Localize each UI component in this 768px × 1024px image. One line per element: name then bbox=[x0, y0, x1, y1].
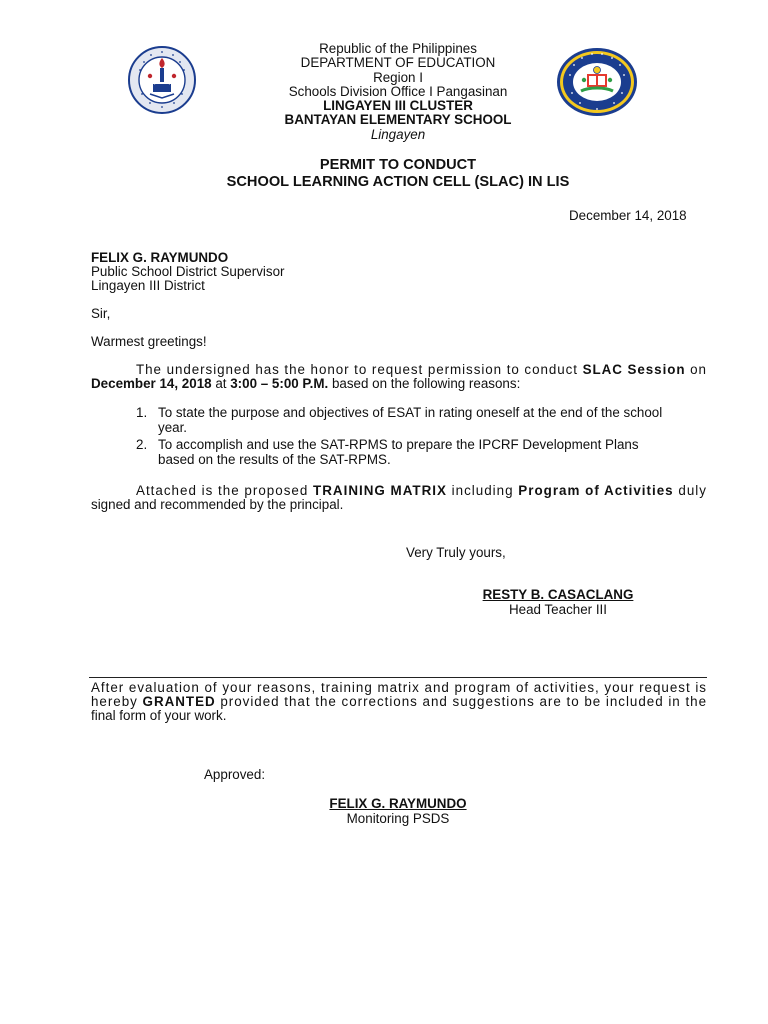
recipient-position: Public School District Supervisor bbox=[91, 264, 285, 279]
p2-text-a: Attached is the proposed bbox=[136, 483, 314, 498]
body-paragraph-1-line-1 bbox=[136, 362, 707, 377]
letterhead-region: Region I bbox=[373, 69, 423, 85]
approval-granted: GRANTED bbox=[142, 694, 216, 709]
p1-date: December 14, 2018 bbox=[91, 376, 212, 391]
letterhead-division: Schools Division Office I Pangasinan bbox=[288, 83, 508, 99]
document-title bbox=[100, 157, 696, 191]
greeting: Warmest greetings! bbox=[91, 334, 207, 349]
approver-position: Monitoring PSDS bbox=[346, 811, 450, 826]
recipient-office: Lingayen III District bbox=[91, 278, 205, 293]
title-line-1: PERMIT TO CONDUCT bbox=[319, 157, 477, 173]
letterhead bbox=[200, 42, 596, 142]
p1-time: 3:00 – 5:00 P.M. bbox=[230, 376, 329, 391]
body-paragraph-2-line-1 bbox=[136, 483, 707, 498]
reason-1 bbox=[158, 405, 706, 435]
reason-2-line-2: based on the results of the SAT-RPMS. bbox=[158, 452, 391, 467]
letterhead-school: BANTAYAN ELEMENTARY SCHOOL bbox=[284, 112, 512, 128]
body-paragraph-2-line-2: signed and recommended by the principal. bbox=[91, 497, 344, 512]
reason-1-line-1: To state the purpose and objectives of ESAT in rating oneself at the end of the school bbox=[158, 405, 663, 420]
letter-date: December 14, 2018 bbox=[569, 208, 687, 223]
divider-line bbox=[89, 677, 707, 678]
letterhead-republic: Republic of the Philippines bbox=[319, 41, 477, 56]
letterhead-town: Lingayen bbox=[370, 126, 426, 142]
approval-line-3: final form of your work. bbox=[91, 708, 227, 723]
approval-text-a: hereby bbox=[91, 694, 143, 709]
reason-2-number: 2. bbox=[136, 437, 148, 452]
p2-text-c: including bbox=[446, 483, 519, 498]
approval-text-c: provided that the corrections and suggestions are to be included in the bbox=[215, 694, 708, 709]
salutation: Sir, bbox=[91, 306, 111, 321]
reason-2-line-1: To accomplish and use the SAT-RPMS to prepare the IPCRF Development Plans bbox=[158, 437, 639, 452]
p1-text-a: The undersigned has the honor to request permission to conduct bbox=[136, 362, 583, 377]
approval-line-2 bbox=[91, 694, 707, 709]
reason-1-number: 1. bbox=[136, 405, 148, 420]
p1-text-c: on bbox=[685, 362, 707, 377]
reason-1-line-2: year. bbox=[158, 420, 188, 435]
letterhead-department: DEPARTMENT OF EDUCATION bbox=[300, 55, 496, 71]
approver-name: FELIX G. RAYMUNDO bbox=[329, 796, 467, 811]
p2-text-e: duly bbox=[673, 483, 707, 498]
p2-training-matrix: TRAINING MATRIX bbox=[313, 483, 447, 498]
p1-slac-session: SLAC Session bbox=[582, 362, 686, 377]
body-paragraph-1-line-2 bbox=[91, 376, 520, 391]
p1-text-e: at bbox=[211, 376, 231, 391]
reason-2 bbox=[158, 437, 706, 467]
closing: Very Truly yours, bbox=[406, 545, 506, 560]
approver bbox=[298, 796, 498, 826]
signatory-name: RESTY B. CASACLANG bbox=[482, 587, 634, 602]
approved-label: Approved: bbox=[204, 767, 266, 782]
recipient-name: FELIX G. RAYMUNDO bbox=[91, 250, 229, 265]
p2-program-of-activities: Program of Activities bbox=[518, 483, 674, 498]
signatory bbox=[458, 587, 658, 617]
approval-line-1: After evaluation of your reasons, training matrix and program of activities, your request is bbox=[91, 680, 707, 695]
title-line-2: SCHOOL LEARNING ACTION CELL (SLAC) IN LIS bbox=[226, 174, 570, 190]
letterhead-cluster: LINGAYEN III CLUSTER bbox=[323, 98, 473, 114]
signatory-position: Head Teacher III bbox=[508, 602, 607, 617]
deped-seal-logo bbox=[128, 46, 196, 114]
p1-text-g: based on the following reasons: bbox=[328, 376, 521, 391]
